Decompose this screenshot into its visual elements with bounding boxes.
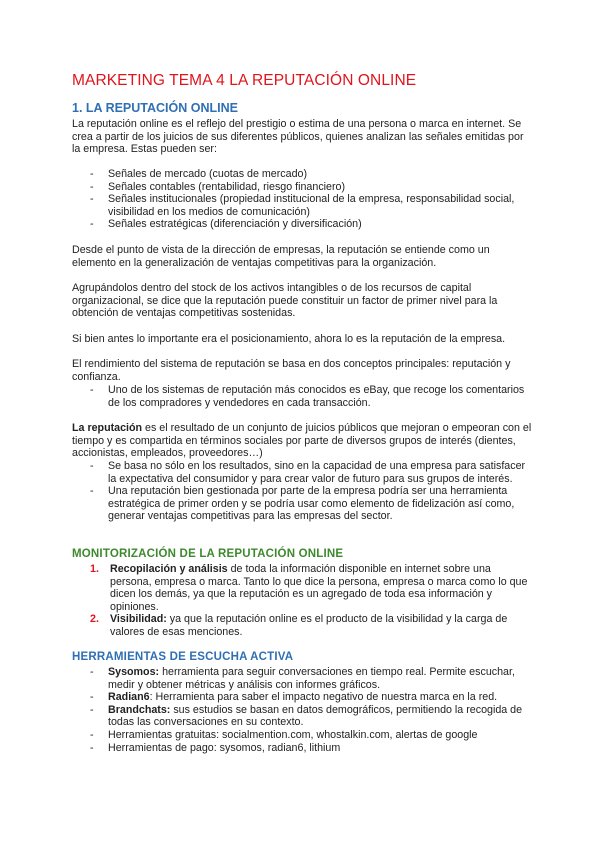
list-item: - Se basa no sólo en los resultados, sino en la capacidad de una empresa para satisfacer la expectativa del consumidor y para crear valor de futuro para sus grupos de interés. [90,460,530,485]
item-term: Brandchats: [108,703,171,716]
item-text: ya que la reputación online es el producto de la visibilidad y la carga de valores de esas menciones. [110,613,508,638]
list-number: 1. [90,563,99,575]
tools-list [90,666,530,754]
list-item [90,563,535,613]
item-term: Sysomos: [108,666,160,678]
signals-list [90,168,530,231]
paragraph-posicionamiento: Si bien antes lo importante era el posicionamiento, ahora lo es la reputación de la empresa. [72,333,506,345]
item-text: : Herramienta para saber el impacto negativo de nuestra marca en la red. [149,691,498,704]
ebay-list [90,384,530,409]
item-term: Radian6 [108,691,150,704]
reputation-definition [72,422,534,460]
document-title: MARKETING TEMA 4 LA REPUTACIÓN ONLINE [72,72,417,89]
list-item: - Señales institucionales (propiedad institucional de la empresa, responsabilidad social, visibilidad en los medios de comunicación) [90,193,530,218]
list-item: - Señales estratégicas (diferenciación y diversificación) [90,218,530,231]
intro-paragraph: La reputación online es el reflejo del prestigio o estima de una persona o marca en internet. Se crea a partir de los juicios de sus diferentes públicos, quienes analizan las señales emitidas por la empresa. Estas pueden ser: [72,118,524,156]
section-heading-monitorizacion: MONITORIZACIÓN DE LA REPUTACIÓN ONLINE [72,548,344,560]
list-item [90,704,530,729]
section-heading-reputacion: 1. LA REPUTACIÓN ONLINE [72,101,238,115]
definition-list [90,460,530,523]
list-item [90,729,530,742]
list-item: - Señales contables (rentabilidad, riesgo financiero) [90,181,530,194]
paragraph-rendimiento: El rendimiento del sistema de reputación se basa en dos conceptos principales: reputación y confianza. [72,358,511,383]
item-text: Herramientas gratuitas: socialmention.com, whostalkin.com, alertas de google [108,728,478,741]
list-item [90,613,535,638]
list-item [90,666,530,691]
list-item [90,742,530,755]
list-item: - Una reputación bien gestionada por parte de la empresa podría ser una herramienta estratégica de primer orden y se podría usar como elemento de fidelización así como, generar ventajas competitivas para las empresas del sector. [90,485,530,523]
list-item: - Uno de los sistemas de reputación más conocidos es eBay, que recoge los comentarios de los compradores y vendedores en cada transacción. [90,384,530,409]
list-item [90,691,530,704]
item-term: Visibilidad: [110,613,167,626]
paragraph-direccion: Desde el punto de vista de la dirección de empresas, la reputación se entiende como un elemento en la generalización de ventajas competitivas para la organización. [72,244,490,269]
item-text: de toda la información disponible en internet sobre una persona, empresa o marca. Tanto lo que dice la persona, empresa o marca como lo que dicen los demás, ya que la reputación es un agregado de toda esa información y opiniones. [110,563,528,613]
paragraph-intangibles: Agrupándolos dentro del stock de los activos intangibles o de los recursos de capital organizacional, se dice que la reputación puede constituir un factor de primer nivel para la obtención de ventajas competitivas sostenidas. [72,282,498,320]
item-term: Recopilación y análisis [110,563,228,575]
definition-term: La reputación [72,422,143,434]
item-text: Herramientas de pago: sysomos, radian6, lithium [108,741,341,754]
item-text: sus estudios se basan en datos demográficos, permitiendo la recogida de todas las conversaciones en su contexto. [108,703,523,729]
monitor-list [90,563,535,639]
definition-text: es el resultado de un conjunto de juicios públicos que mejoran o empeoran con el tiempo y es compartida en términos sociales por parte de diversos grupos de interés (dientes, accionistas, empleados, proveedores…) [72,422,532,460]
section-heading-herramientas: HERRAMIENTAS DE ESCUCHA ACTIVA [72,651,294,663]
list-number: 2. [90,613,99,626]
list-item: - Señales de mercado (cuotas de mercado) [90,168,530,181]
item-text: herramienta para seguir conversaciones en tiempo real. Permite escuchar, medir y obtener métricas y análisis con informes gráficos. [108,666,515,691]
